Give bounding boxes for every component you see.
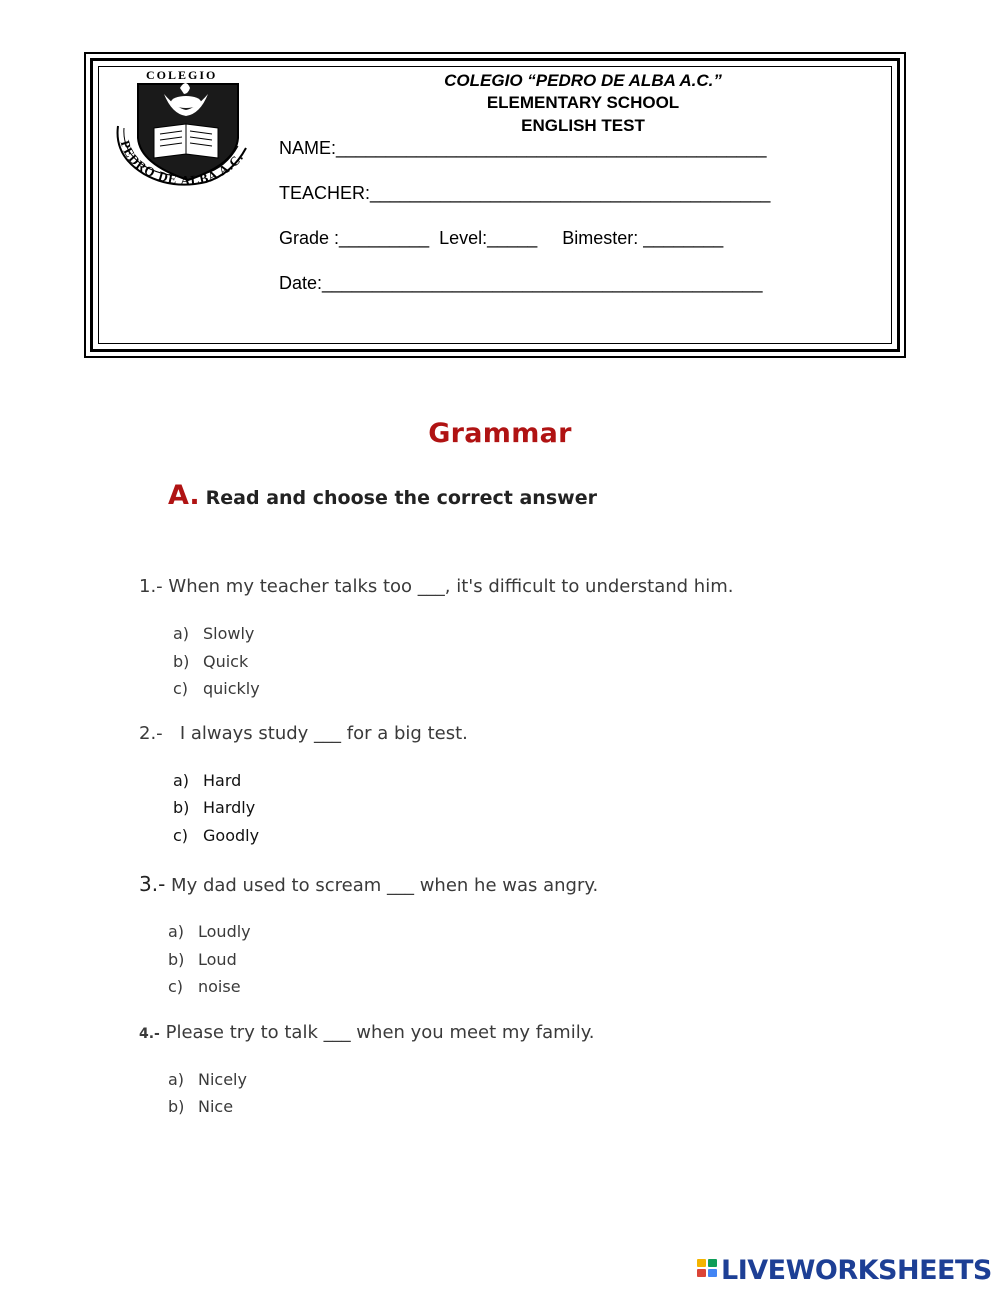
school-name: COLEGIO “PEDRO DE ALBA A.C.” (444, 71, 722, 90)
option-1b[interactable] (173, 652, 248, 671)
option-4a[interactable] (168, 1070, 247, 1089)
option-label: b) (173, 652, 190, 671)
option-text: noise (198, 977, 241, 996)
test-name: ENGLISH TEST (521, 116, 645, 135)
option-text: Loudly (198, 922, 251, 941)
question-text: When my teacher talks too ___, it's difficult to understand him. (162, 576, 734, 597)
option-label: c) (168, 977, 184, 996)
question-number: 2.- (139, 723, 163, 744)
option-text: Loud (198, 950, 237, 969)
option-label: c) (173, 826, 189, 845)
option-3a[interactable] (168, 922, 251, 941)
question-1 (139, 576, 733, 597)
question-2 (139, 723, 468, 744)
option-label: b) (173, 798, 190, 817)
option-label: a) (173, 771, 190, 790)
option-3b[interactable] (168, 950, 237, 969)
option-label: b) (168, 950, 185, 969)
school-level: ELEMENTARY SCHOOL (486, 93, 680, 112)
option-text: Goodly (203, 826, 260, 845)
question-number: 1.- (139, 576, 163, 597)
option-3c[interactable] (168, 977, 241, 996)
liveworksheets-logo-icon (697, 1257, 719, 1283)
option-text: Hard (203, 771, 242, 790)
teacher-field[interactable]: TEACHER:________________________________________ (279, 183, 771, 203)
school-crest-icon (110, 64, 260, 200)
question-number: 4.- (139, 1026, 160, 1042)
option-1c[interactable] (173, 679, 260, 698)
option-text: quickly (203, 679, 260, 698)
crest-top-text: COLEGIO (146, 68, 218, 82)
date-field[interactable]: Date:____________________________________________ (279, 273, 763, 293)
question-text: Please try to talk ___ when you meet my family. (159, 1022, 595, 1043)
option-text: Nicely (198, 1070, 247, 1089)
liveworksheets-watermark[interactable] (697, 1255, 992, 1285)
option-1a[interactable] (173, 624, 254, 643)
section-letter: A. (168, 480, 200, 511)
option-text: Slowly (203, 624, 255, 643)
option-2c[interactable] (173, 826, 259, 845)
option-text: Quick (203, 652, 249, 671)
section-instruction: Read and choose the correct answer (205, 487, 597, 509)
question-4 (139, 1022, 595, 1043)
question-text: I always study ___ for a big test. (162, 723, 468, 744)
section-heading (168, 480, 597, 511)
option-2a[interactable] (173, 771, 241, 790)
option-text: Hardly (203, 798, 256, 817)
name-field[interactable]: NAME:___________________________________________ (279, 138, 767, 158)
option-label: a) (173, 624, 190, 643)
question-text: My dad used to scream ___ when he was angry. (165, 875, 599, 896)
option-label: c) (173, 679, 189, 698)
option-2b[interactable] (173, 798, 255, 817)
liveworksheets-text: LIVEWORKSHEETS (721, 1254, 992, 1286)
page-title: Grammar (428, 418, 572, 449)
option-label: a) (168, 1070, 185, 1089)
question-number: 3.- (139, 872, 166, 896)
option-label: a) (168, 922, 185, 941)
grade-level-bimester-row[interactable]: Grade :_________ Level:_____ Bimester: ________ (279, 228, 724, 248)
option-label: b) (168, 1097, 185, 1116)
option-4b[interactable] (168, 1097, 233, 1116)
crest-ring-text: PEDRO DE ALBA A.C. (117, 138, 247, 188)
option-text: Nice (198, 1097, 234, 1116)
question-3 (139, 872, 598, 896)
